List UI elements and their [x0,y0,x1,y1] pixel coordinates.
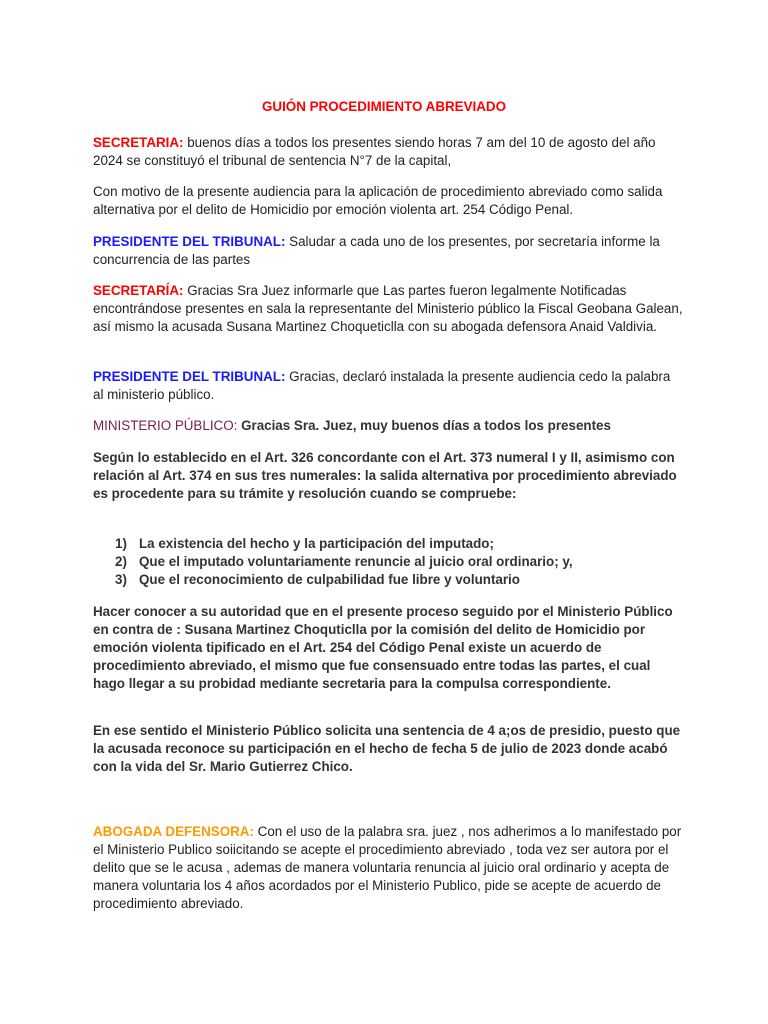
paragraph-motivo [93,183,683,219]
paragraph-secretaria-1 [93,134,683,170]
paragraph-presidente-1 [93,233,683,269]
paragraph-text: Hacer conocer a su autoridad que en el presente proceso seguido por el Ministerio Público en contra de : Susana Martinez Choquticlla por la comisión del delito de Homicidio por emoción violenta tipificado en el Art. 254 del Código Penal existe un acuerdo de procedimiento abreviado, el mismo que fue consensuado entre todas las partes, el cual hago llegar a su probidad mediante secretaria para la compulsa correspondiente. [93,604,673,691]
document-title: GUIÓN PROCEDIMIENTO ABREVIADO [261,99,507,114]
paragraph-text: Saludar a cada uno de los presentes, por secretaría informe la concurrencia de las partes [93,234,660,267]
list-text: Que el reconocimiento de culpabilidad fue libre y voluntario [139,572,520,587]
list-item [115,553,675,571]
paragraph-text: Con motivo de la presente audiencia para la aplicación de procedimiento abreviado como salida alternativa por el delito de Homicidio por emoción violenta art. 254 Código Penal. [93,184,663,217]
list-text: Que el imputado voluntariamente renuncie al juicio oral ordinario; y, [139,554,573,569]
paragraph-acuerdo [93,603,683,693]
paragraph-articulos [93,449,683,503]
paragraph-text: Gracias, declaró instalada la presente audiencia cedo la palabra al ministerio público. [93,369,671,402]
paragraph-ministerio-1 [93,417,683,435]
paragraph-text: En ese sentido el Ministerio Público solicita una sentencia de 4 a;os de presidio, puesto que la acusada reconoce su participación en el hecho de fecha 5 de julio de 2023 donde acabó con la vida del Sr. Mario Gutierrez Chico. [93,723,681,774]
list-number: 1) [115,536,127,551]
paragraph-text: Gracias Sra Juez informarle que Las partes fueron legalmente Notificadas encontrándose presentes en sala la representante del Ministerio público la Fiscal Geobana Galean, así mismo la acusada Susana Martinez Choqueticlla con su abogada defensora Anaid Valdivia. [93,283,683,334]
paragraph-text: buenos días a todos los presentes siendo horas 7 am del 10 de agosto del año 2024 se constituyó el tribunal de sentencia N°7 de la capital, [93,135,656,168]
speaker-label: SECRETARIA: [93,135,184,150]
speaker-label: PRESIDENTE DEL TRIBUNAL: [93,369,286,384]
requirements-list [115,535,675,589]
list-number: 3) [115,572,127,587]
paragraph-text: Según lo establecido en el Art. 326 concordante con el Art. 373 numeral I y II, asimismo con relación al Art. 374 en sus tres numerales: la salida alternativa por procedimiento abreviado es procedente para su trámite y resolución cuando se compruebe: [93,450,677,501]
list-text: La existencia del hecho y la participación del imputado; [139,536,494,551]
paragraph-sentencia [93,722,683,776]
speaker-label: ABOGADA DEFENSORA: [93,824,254,839]
paragraph-text: Gracias Sra. Juez, muy buenos días a todos los presentes [237,418,611,433]
paragraph-presidente-2 [93,368,683,404]
paragraph-text: Con el uso de la palabra sra. juez , nos adherimos a lo manifestado por el Ministerio Publico soiicitando se acepte el procedimiento abreviado , toda vez ser autora por el delito que se le acusa , ademas de manera voluntaria renuncia al juicio oral ordinario y acepta de manera voluntaria los 4 años acordados por el Ministerio Publico, pide se acepte de acuerdo de procedimiento abreviado. [93,824,682,911]
speaker-label: PRESIDENTE DEL TRIBUNAL: [93,234,286,249]
list-number: 2) [115,554,127,569]
list-item [115,535,675,553]
speaker-label: SECRETARÍA: [93,283,184,298]
speaker-label: MINISTERIO PÚBLICO: [93,418,238,433]
list-item [115,571,675,589]
paragraph-secretaria-2 [93,282,683,336]
paragraph-defensora [93,823,683,913]
